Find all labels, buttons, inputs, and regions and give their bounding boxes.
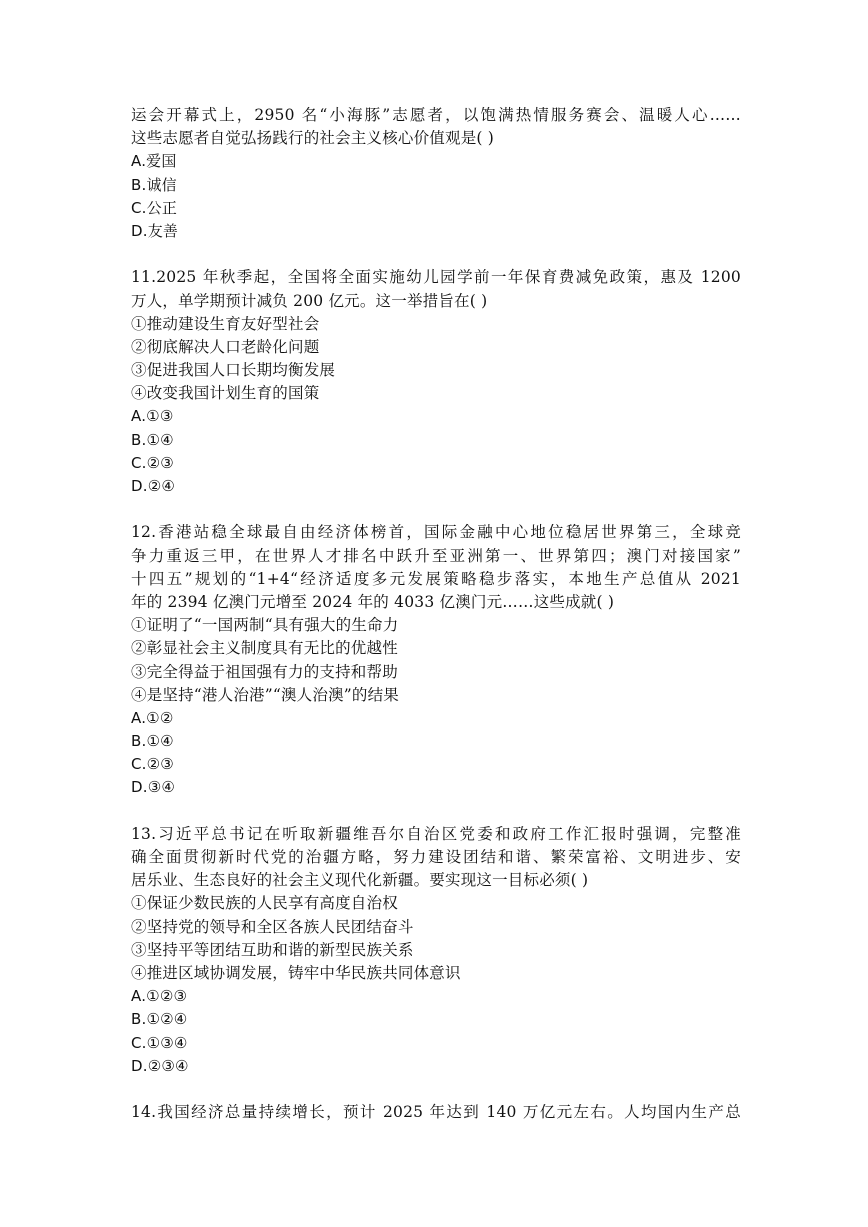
option-d: D.③④ [131,778,176,797]
option-c: C.公正 [131,198,178,217]
statement-item: ④推进区域协调发展，铸牢中华民族共同体意识 [131,963,461,982]
question-stem-line: 居乐业、生态良好的社会主义现代化新疆。要实现这一目标必须( ) [131,871,589,890]
option-a: A.①② [131,708,174,727]
statement-item: ④改变我国计划生育的国策 [131,384,320,403]
option-b: B.①②④ [131,1010,188,1029]
option-a: A.爱国 [131,152,177,171]
statement-item: ③坚持平等团结互助和谐的新型民族关系 [131,940,414,959]
question-10 [131,104,741,243]
statement-item: ②彰显社会主义制度具有无比的优越性 [131,639,398,658]
question-11 [131,266,741,498]
option-b: B.①④ [131,430,174,449]
option-a: A.①②③ [131,987,188,1006]
question-13 [131,823,741,1078]
question-stem-line: 十四五”规划的“1+4“经济适度多元发展策略稳步落实，本地生产总值从 2021 [131,569,741,588]
question-stem-line: 这些志愿者自觉弘扬践行的社会主义核心价值观是( ) [131,129,495,148]
option-d: D.友善 [131,221,179,240]
statement-item: ①证明了“一国两制“具有强大的生命力 [131,616,399,635]
question-14 [131,1101,741,1124]
option-b: B.①④ [131,732,174,751]
question-stem-line: 运会开幕式上，2950 名“小海豚”志愿者，以饱满热情服务赛会、温暖人心…… [131,106,741,124]
document-page [131,104,741,1124]
option-c: C.②③ [131,755,174,774]
option-d: D.②③④ [131,1056,189,1075]
option-c: C.①③④ [131,1033,188,1052]
question-12 [131,521,741,799]
statement-item: ③促进我国人口长期均衡发展 [131,361,336,380]
statement-item: ②坚持党的领导和全区各族人民团结奋斗 [131,917,414,936]
option-c: C.②③ [131,453,174,472]
question-stem-line: 13.习近平总书记在听取新疆维吾尔自治区党委和政府工作汇报时强调，完整准 [131,824,741,843]
question-stem-line: 年的 2394 亿澳门元增至 2024 年的 4033 亿澳门元……这些成就( ) [131,592,615,611]
statement-item: ②彻底解决人口老龄化问题 [131,337,320,356]
option-d: D.②④ [131,477,176,495]
question-stem-line: 万人，单学期预计减负 200 亿元。这一举措旨在( ) [131,291,488,310]
statement-item: ①推动建设生育友好型社会 [131,314,320,333]
question-stem-line: 争力重返三甲，在世界人才排名中跃升至亚洲第一、世界第四；澳门对接国家” [131,546,741,565]
option-b: B.诚信 [131,175,177,194]
question-stem-line: 确全面贯彻新时代党的治疆方略，努力建设团结和谐、繁荣富裕、文明进步、安 [131,848,741,866]
statement-item: ①保证少数民族的人民享有高度自治权 [131,894,398,913]
question-stem-line: 12.香港站稳全球最自由经济体榜首，国际金融中心地位稳居世界第三，全球竞 [131,523,741,542]
statement-item: ③完全得益于祖国强有力的支持和帮助 [131,662,398,681]
option-a: A.①③ [131,407,174,426]
question-stem-line: 11.2025 年秋季起，全国将全面实施幼儿园学前一年保育费减免政策，惠及 1200 [131,268,741,287]
statement-item: ④是坚持“港人治港”“澳人治澳”的结果 [131,685,399,704]
question-stem-line: 14.我国经济总量持续增长，预计 2025 年达到 140 万亿元左右。人均国内生产总 [131,1103,741,1122]
